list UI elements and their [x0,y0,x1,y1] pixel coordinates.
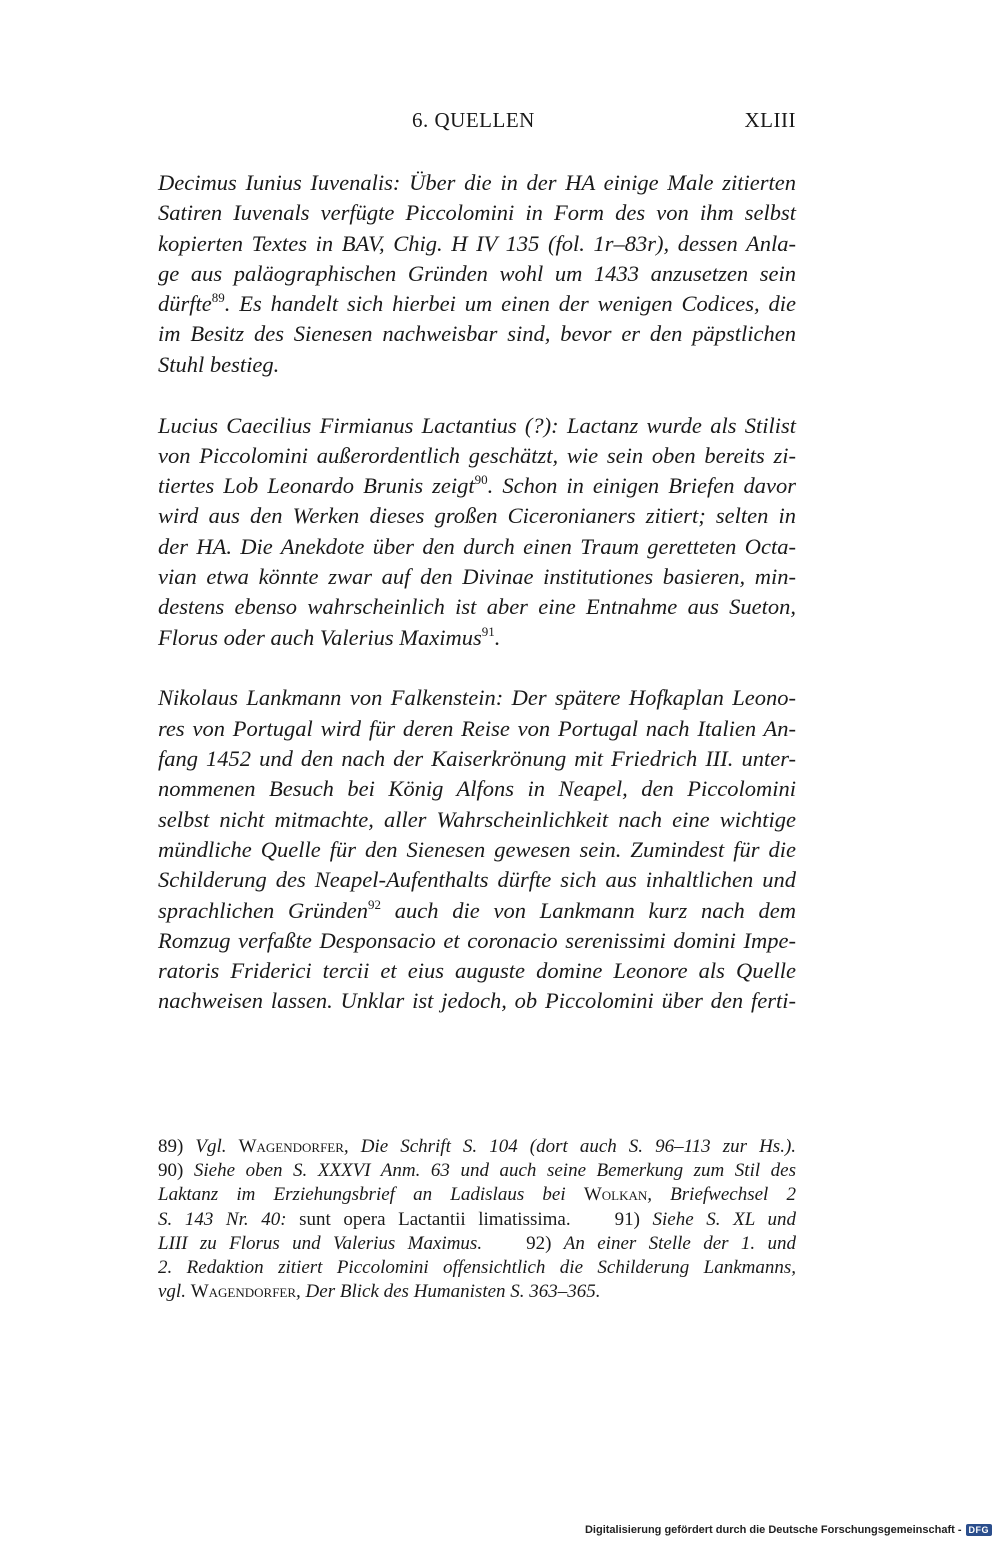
text-line: Stuhl bestieg. [158,351,280,377]
text-line: nachweisen lassen. Unklar ist jedoch, ob Piccolomini über den ferti- [158,988,796,1014]
text-line: tiertes Lob Leonardo Brunis zeigt$^{90}$. Schon in einigen Briefen davor [158,472,796,499]
text-line: kopierten Textes in BAV, Chig. H IV 135 (fol. 1r–83r), dessen Anla- [158,230,796,256]
text-line: sprachlichen Gründen$^{92}$ auch die von Lankmann kurz nach dem [158,896,796,923]
text-line: fang 1452 und den nach der Kaiserkrönung mit Friedrich III. unter- [158,746,796,772]
text-line: Lucius Caecilius Firmianus Lactantius (?): Lactanz wurde als Stilist [158,412,796,438]
paragraph-iuvenalis [158,168,796,380]
text-line: Nikolaus Lankmann von Falkenstein: Der spätere Hofkaplan Leono- [158,685,796,711]
main-text [158,168,796,1047]
text-line: Satiren Iuvenals verfügte Piccolomini in Form des von ihm selbst [158,200,796,226]
text-line: von Piccolomini außerordentlich geschätzt, wie sein oben bereits zi- [158,442,796,468]
running-header [158,108,796,138]
text-line: nommenen Besuch bei König Alfons in Neapel, den Piccolomini [158,776,796,802]
footnote-line: 2. Redaktion zitiert Piccolomini offensichtlich die Schilderung Lankmanns, [158,1256,796,1278]
paragraph-lankmann [158,683,796,1016]
text-line: ratoris Friderici tercii et eius auguste domine Leonore als Quelle [158,958,796,984]
text-line: res von Portugal wird für deren Reise von Portugal nach Italien An- [158,715,796,741]
text-line: mündliche Quelle für den Sienesen gewesen sein. Zumindest für die [158,836,796,862]
footnote-ref[interactable]: 89 [211,290,225,306]
chapter-title: 6. QUELLEN [412,108,535,132]
text-line: Schilderung des Neapel-Aufenthalts dürfte sich aus inhaltlichen und [158,867,796,893]
footnote-line: Laktanz im Erziehungsbrief an Ladislaus bei Wolkan, Briefwechsel 2 [158,1184,797,1206]
footnote-ref[interactable]: 90 [474,472,488,488]
paragraph-lactantius [158,411,796,653]
digitization-credit [585,1524,992,1536]
page-number: XLIII [744,108,796,132]
text-line: dürfte$^{89}$. Es handelt sich hierbei um einen der wenigen Codices, die [158,290,796,317]
text-line: destens ebenso wahrscheinlich ist aber eine Entnahme aus Sueton, [158,594,796,620]
text-line: vian etwa könnte zwar auf den Divinae institutiones basieren, min- [158,564,796,590]
credit-text: Digitalisierung gefördert durch die Deutsche Forschungsgemeinschaft - [584,1524,962,1536]
footnote-line: LIII zu Florus und Valerius Maximus. 92) An einer Stelle der 1. und [158,1232,796,1254]
text-line: der HA. Die Anekdote über den durch einen Traum geretteten Octa- [158,533,796,559]
dfg-logo-icon: DFG [966,1524,993,1536]
footnote-line: 90) Siehe oben S. XXXVI Anm. 63 und auch seine Bemerkung zum Stil des [158,1160,796,1182]
footnote-ref[interactable]: 92 [367,896,381,912]
footnote-line: S. 143 Nr. 40: sunt opera Lactantii limatissima. 91) Siehe S. XL und [158,1208,796,1230]
footnote-line: vgl. Wagendorfer, Der Blick des Humanisten S. 363–365. [158,1281,601,1303]
text-line: Decimus Iunius Iuvenalis: Über die in der HA einige Male zitierten [158,170,796,195]
footnotes [158,1135,796,1304]
footnote-line: 89) Vgl. Wagendorfer, Die Schrift S. 104 (dort auch S. 96–113 zur Hs.). [158,1136,797,1157]
text-line: ge aus paläographischen Gründen wohl um 1433 anzusetzen sein [158,260,796,286]
footnote-ref[interactable]: 91 [481,623,495,639]
text-line: Florus oder auch Valerius Maximus$^{91}$. [158,623,501,650]
text-line: im Besitz des Sienesen nachweisbar sind, bevor er den päpstlichen [158,321,796,347]
text-line: wird aus den Werken dieses großen Ciceronianers zitiert; selten in [158,503,796,529]
text-line: selbst nicht mitmachte, aller Wahrscheinlichkeit nach eine wichtige [158,806,796,832]
text-line: Romzug verfaßte Desponsacio et coronacio serenissimi domini Impe- [158,927,796,953]
